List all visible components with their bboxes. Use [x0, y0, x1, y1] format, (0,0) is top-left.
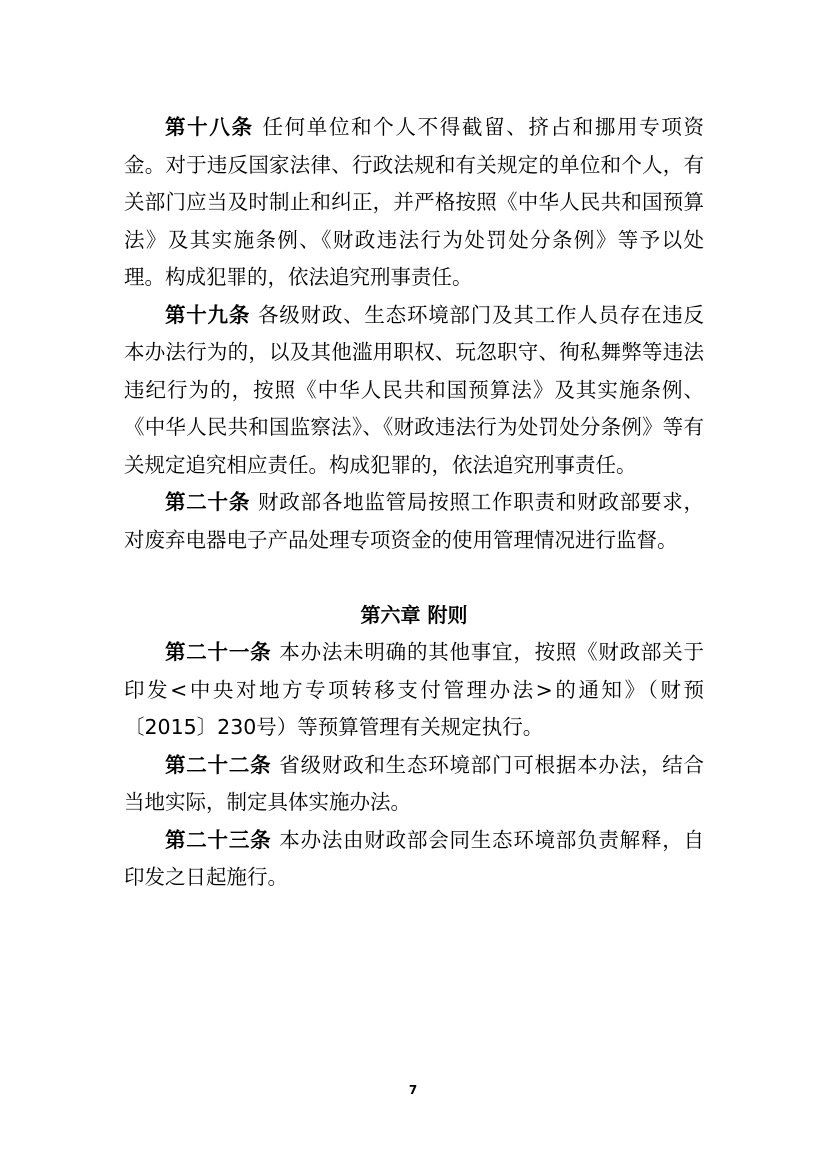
article-text: 本办法未明确的其他事宜，按照《财政部关于印发<中央对地方专项转移支付管理办法>的通知》（财预〔2015〕230号）等预算管理有关规定执行。: [124, 640, 705, 739]
article-label: 第二十三条: [165, 827, 272, 852]
article-20: [124, 484, 704, 559]
article-text: 任何单位和个人不得截留、挤占和挪用专项资金。对于违反国家法律、行政法规和有关规定的单位和个人，有关部门应当及时制止和纠正，并严格按照《中华人民共和国预算法》及其实施条例、《财政违法行为处罚处分条例》等予以处理。构成犯罪的，依法追究刑事责任。: [124, 115, 705, 289]
article-label: 第二十条: [165, 490, 251, 514]
article-label: 第十八条: [165, 115, 254, 139]
article-23: [124, 822, 704, 897]
article-21: [124, 634, 704, 747]
spacer: [124, 559, 704, 597]
article-text: 财政部各地监管局按照工作职责和财政部要求，对废弃电器电子产品处理专项资金的使用管理情况进行监督。: [124, 490, 705, 552]
article-18: [124, 109, 704, 297]
article-text: 省级财政和生态环境部门可根据本办法，结合当地实际，制定具体实施办法。: [124, 752, 705, 814]
article-text: 各级财政、生态环境部门及其工作人员存在违反本办法行为的，以及其他滥用职权、玩忽职守、徇私舞弊等违法违纪行为的，按照《中华人民共和国预算法》及其实施条例、《中华人民共和国监察法》、《财政违法行为处罚处分条例》等有关规定追究相应责任。构成犯罪的，依法追究刑事责任。: [124, 302, 705, 477]
article-text: 本办法由财政部会同生态环境部负责解释，自印发之日起施行。: [124, 827, 705, 889]
article-22: [124, 747, 704, 822]
article-label: 第二十一条: [165, 640, 272, 664]
document-body: [124, 109, 704, 897]
chapter-heading: 第六章 附则: [360, 602, 468, 627]
article-label: 第二十二条: [165, 752, 272, 777]
page-number: 7: [408, 1083, 418, 1097]
article-19: [124, 297, 704, 485]
article-label: 第十九条: [165, 302, 251, 327]
